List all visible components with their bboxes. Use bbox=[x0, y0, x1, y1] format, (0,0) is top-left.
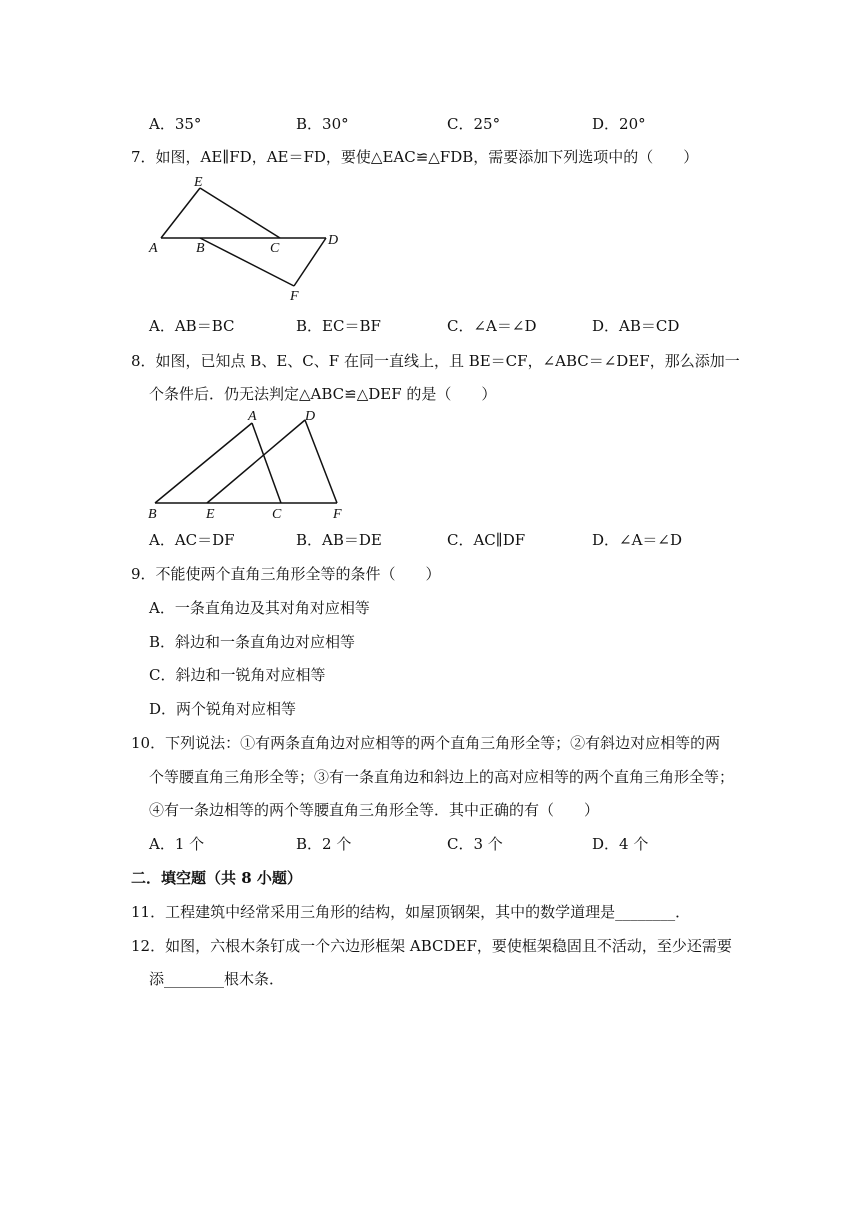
q9-option-a: A．一条直角边及其对角对应相等 bbox=[149, 599, 370, 617]
q10-option-b: B．2 个 bbox=[296, 835, 352, 853]
q7-label-a: A bbox=[149, 241, 158, 256]
q6-option-b: B．30° bbox=[296, 115, 349, 133]
q9-stem: 9．不能使两个直角三角形全等的条件（ ） bbox=[131, 565, 441, 583]
q6-option-d: D．20° bbox=[592, 115, 646, 133]
q8-label-d: D bbox=[305, 409, 316, 424]
q10-line3: ④有一条边相等的两个等腰直角三角形全等．其中正确的有（ ） bbox=[149, 801, 600, 819]
q10-option-d: D．4 个 bbox=[592, 835, 649, 853]
q8-stem-line1: 8．如图，已知点 B、E、C、F 在同一直线上，且 BE＝CF，∠ABC＝∠DEF，那么添加一 bbox=[131, 352, 740, 370]
q7-option-d: D．AB＝CD bbox=[592, 317, 680, 335]
q10-option-c: C．3 个 bbox=[447, 835, 503, 853]
q8-option-a: A．AC＝DF bbox=[149, 531, 235, 549]
q6-option-a: A．35° bbox=[149, 115, 202, 133]
q7-label-c: C bbox=[270, 241, 280, 256]
q7-label-e: E bbox=[194, 175, 203, 190]
q10-line2: 个等腰直角三角形全等；③有一条直角边和斜边上的高对应相等的两个直角三角形全等； bbox=[149, 768, 735, 786]
q11-text: 11．工程建筑中经常采用三角形的结构，如屋顶钢架，其中的数学道理是________． bbox=[131, 903, 691, 921]
q7-figure bbox=[145, 172, 345, 302]
q12-line2: 添________根木条． bbox=[149, 970, 285, 988]
q8-label-f: F bbox=[333, 507, 342, 522]
q12-line1: 12．如图，六根木条钉成一个六边形框架 ABCDEF，要使框架稳固且不活动，至少还需要 bbox=[131, 937, 732, 955]
q7-option-b: B．EC＝BF bbox=[296, 317, 381, 335]
q8-option-c: C．AC∥DF bbox=[447, 531, 526, 549]
q8-option-b: B．AB＝DE bbox=[296, 531, 382, 549]
q7-label-d: D bbox=[328, 233, 339, 248]
q10-option-a: A．1 个 bbox=[149, 835, 205, 853]
q8-label-a: A bbox=[248, 409, 257, 424]
q9-option-d: D．两个锐角对应相等 bbox=[149, 700, 297, 718]
q8-figure bbox=[145, 406, 355, 524]
q7-option-a: A．AB＝BC bbox=[149, 317, 235, 335]
q10-line1: 10．下列说法：①有两条直角边对应相等的两个直角三角形全等；②有斜边对应相等的两 bbox=[131, 734, 721, 752]
q8-label-e: E bbox=[206, 507, 215, 522]
q8-option-d: D．∠A＝∠D bbox=[592, 531, 683, 549]
q8-label-b: B bbox=[148, 507, 157, 522]
q8-label-c: C bbox=[272, 507, 282, 522]
q8-stem-line2: 个条件后．仍无法判定△ABC≌△DEF 的是（ ） bbox=[149, 385, 497, 403]
q9-option-c: C．斜边和一锐角对应相等 bbox=[149, 666, 326, 684]
q6-option-c: C．25° bbox=[447, 115, 501, 133]
q7-option-c: C．∠A＝∠D bbox=[447, 317, 537, 335]
q7-label-f: F bbox=[290, 289, 299, 302]
q7-label-b: B bbox=[196, 241, 205, 256]
q7-stem: 7．如图，AE∥FD，AE＝FD，要使△EAC≌△FDB，需要添加下列选项中的（ ） bbox=[131, 148, 699, 166]
section-title: 二．填空题（共 8 小题） bbox=[131, 869, 302, 887]
q9-option-b: B．斜边和一条直角边对应相等 bbox=[149, 633, 356, 651]
